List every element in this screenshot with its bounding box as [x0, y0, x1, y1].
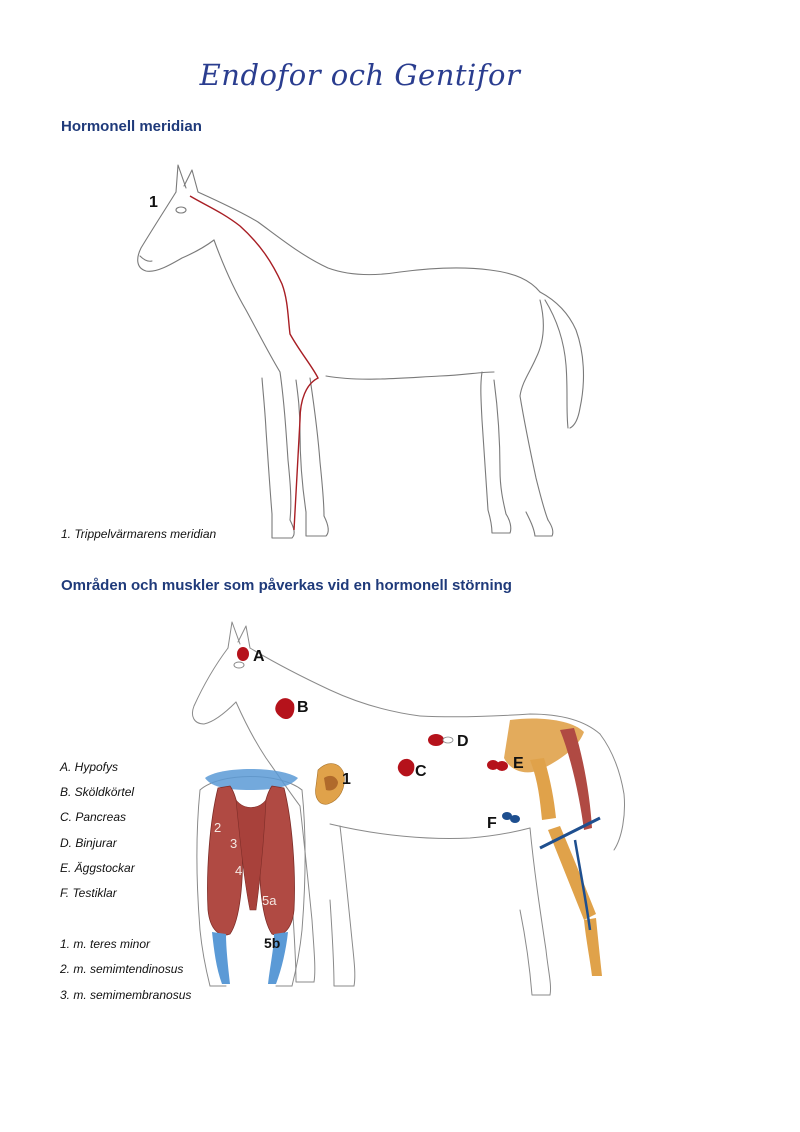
marker-5b: 5b	[264, 935, 281, 951]
marker-F: F	[487, 815, 497, 832]
section-heading-meridian: Hormonell meridian	[61, 118, 202, 135]
legend-item: 2. m. semimtendinosus	[60, 962, 184, 976]
hind-band	[540, 818, 600, 848]
legend-item: 1. m. teres minor	[60, 937, 151, 951]
organ-pancreas	[398, 759, 415, 776]
fascia-top	[205, 769, 298, 790]
organ-aggstockar-right	[496, 761, 508, 771]
marker-B: B	[297, 699, 309, 716]
marker-4: 4	[235, 863, 243, 878]
legend-item: F. Testiklar	[60, 886, 117, 900]
cannon-bone	[584, 918, 602, 976]
organ-testiklar-right	[510, 815, 520, 823]
legend-item: 3. m. semimembranosus	[60, 988, 192, 1002]
marker-C: C	[415, 763, 427, 780]
tendon-left	[212, 932, 230, 984]
marker-E: E	[513, 755, 524, 772]
organ-skoldkortel	[275, 698, 294, 719]
organ-binjurar	[428, 734, 444, 746]
marker-A: A	[253, 648, 265, 665]
legend-item: C. Pancreas	[60, 810, 127, 824]
marker-5a: 5a	[262, 893, 277, 908]
legend-item: D. Binjurar	[60, 836, 117, 850]
organ-hypofys	[237, 647, 249, 661]
legend-item: A. Hypofys	[60, 760, 119, 774]
legend-item: B. Sköldkörtel	[60, 785, 135, 799]
meridian-marker-1: 1	[149, 194, 158, 211]
marker-3: 3	[230, 836, 238, 851]
page-title: Endofor och Gentifor	[199, 58, 521, 92]
marker-D: D	[457, 733, 469, 750]
meridian-caption: 1. Trippelvärmarens meridian	[61, 527, 217, 541]
legend-item: E. Äggstockar	[60, 861, 135, 875]
marker-2: 2	[214, 820, 222, 835]
section-heading-areas: Områden och muskler som påverkas vid en hormonell störning	[61, 577, 512, 594]
femur-bone	[530, 758, 556, 820]
organ-binjurar-kidney	[443, 737, 453, 743]
marker-1: 1	[342, 771, 351, 788]
